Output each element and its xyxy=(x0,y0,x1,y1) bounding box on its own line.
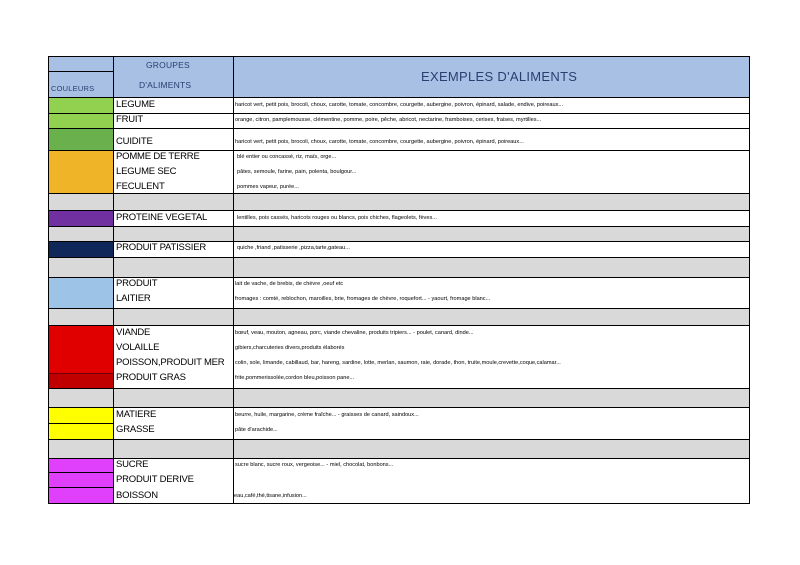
group-label: LEGUME xyxy=(116,99,155,110)
color-swatch-laitier xyxy=(49,277,113,308)
group-label: LAITIER xyxy=(116,293,151,304)
color-swatch-sucre xyxy=(49,458,113,503)
example-text: blé entier ou concassé, riz, maïs, orge... xyxy=(237,154,337,160)
header-colors-label: COULEURS xyxy=(51,84,95,93)
example-text: gibiers,charcuteries divers,produits élaborés xyxy=(235,345,345,351)
group-label: POISSON,PRODUIT MER xyxy=(116,357,225,368)
color-swatch-feculent xyxy=(49,150,113,193)
color-swatch-proteine xyxy=(49,210,113,226)
example-text: orange, citron, pamplemousse, clémentine, pomme, poire, pêche, abricot, nectarine, framboises, cerises, fraises, myrtilles... xyxy=(235,117,542,123)
example-text: pommes vapeur, purée... xyxy=(237,184,299,190)
color-swatch-legume xyxy=(49,97,113,113)
spacer-row xyxy=(49,257,749,277)
spacer-row xyxy=(49,308,749,325)
example-text: bœuf, veau, mouton, agneau, porc, viande chevaline, produits tripiers... - poulet, canard, dinde... xyxy=(235,330,474,336)
example-text: pâtes, semoule, farine, pain, polenta, boulgour... xyxy=(237,169,357,175)
group-label: VOLAILLE xyxy=(116,342,160,353)
example-text: sucre blanc, sucre roux, vergeoise... - miel, chocolat, bonbons... xyxy=(235,462,394,468)
color-swatch-gras xyxy=(49,373,113,388)
color-swatch-patissier xyxy=(49,241,113,257)
spacer-row xyxy=(49,439,749,458)
group-label: POMME DE TERRE xyxy=(116,151,200,162)
example-text: haricot vert, petit pois, brocoli, choux, carotte, tomate, concombre, courgette, aubergine, poivron, épinard, salade, endive, poireaux... xyxy=(235,102,564,108)
group-label: LEGUME SEC xyxy=(116,166,177,177)
example-text: pâte d'arachide... xyxy=(235,427,278,433)
group-label: FRUIT xyxy=(116,114,143,125)
header-groups-label-2: D'ALIMENTS xyxy=(139,80,192,90)
spacer-row xyxy=(49,226,749,241)
group-label: PRODUIT xyxy=(116,278,158,289)
group-label: SUCRE xyxy=(116,459,149,470)
color-swatch-viande xyxy=(49,325,113,373)
example-text: colin, sole, limande, cabillaud, bar, hareng, sardine, lotte, merlan, saumon, raie, dorade, thon, truite,moule,crevette,coque,calamar... xyxy=(235,360,561,366)
group-label: PRODUIT GRAS xyxy=(116,372,186,383)
spacer-row xyxy=(49,388,749,407)
group-label: BOISSON xyxy=(116,490,158,501)
group-label: CUIDITE xyxy=(116,136,153,147)
example-text: beurre, huile, margarine, crème fraîche... - graisses de canard, saindoux... xyxy=(235,412,419,418)
group-label: PRODUIT DERIVE xyxy=(116,474,194,485)
spacer-row xyxy=(49,193,749,210)
color-swatch-cuidite xyxy=(49,128,113,150)
color-swatch-fruit xyxy=(49,113,113,128)
example-text: quiche ,friand ,patisserie ,pizza,tarte,gateau... xyxy=(237,245,350,251)
example-text: eau,café,thé,tisane,infusion... xyxy=(234,493,307,499)
example-text: haricot vert, petit pois, brocoli, choux, carotte, tomate, concombre, courgette, aubergine, poivron, épinard, poireaux... xyxy=(235,139,524,145)
group-label: PROTEINE VEGETAL xyxy=(116,212,208,223)
header-groups-label-1: GROUPES xyxy=(146,60,190,70)
example-text: lentilles, pois cassés, haricots rouges ou blancs, pois chiches, flageolets, fèves... xyxy=(237,215,437,221)
group-label: MATIERE xyxy=(116,409,157,420)
group-label: PRODUIT PATISSIER xyxy=(116,242,207,253)
group-label: VIANDE xyxy=(116,327,151,338)
group-label: GRASSE xyxy=(116,424,155,435)
example-text: frite,pommerissolée,cordon bleu,poisson pane... xyxy=(235,375,355,381)
food-groups-table xyxy=(48,56,750,504)
example-text: lait de vache, de brebis, de chèvre ,oeuf etc xyxy=(235,281,344,287)
header-examples-title: EXEMPLES D'ALIMENTS xyxy=(421,69,578,84)
example-text: fromages : comté, reblochon, maroilles, brie, fromages de chèvre, roquefort... - yaourt, fromage blanc... xyxy=(235,296,491,302)
group-label: FECULENT xyxy=(116,181,165,192)
